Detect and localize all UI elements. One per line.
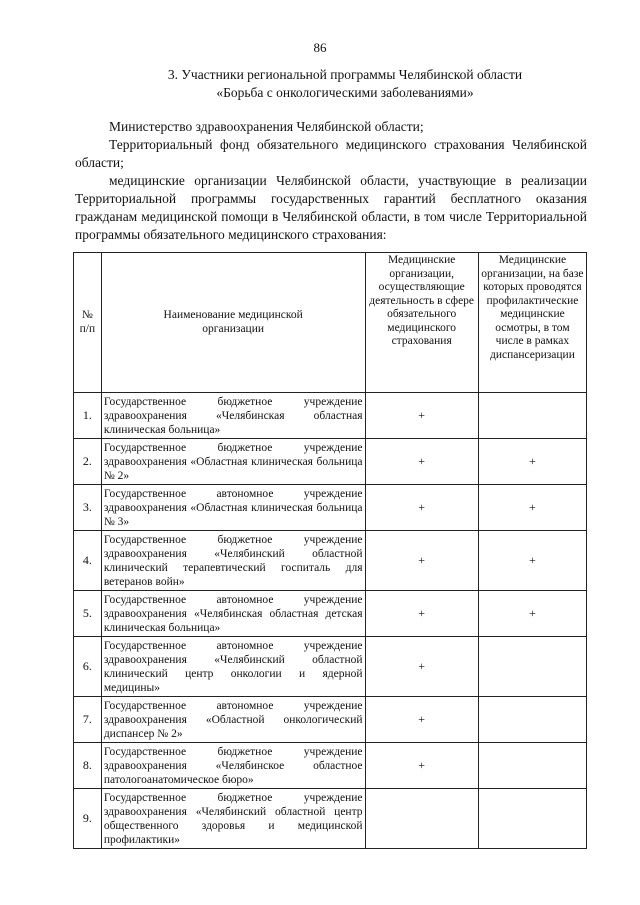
row-prof-mark: + [478, 485, 586, 531]
header-num: № п/п [74, 253, 102, 393]
row-number: 7. [74, 697, 102, 743]
header-oms: Медицинские организации, осуществляющие деятельность в сфере обязательного медицинского страхования [365, 253, 478, 393]
row-org-name: Государственное бюджетное учреждение здравоохранения «Челябинское областное патологоанатомическое бюро» [101, 743, 365, 789]
row-org-name: Государственное бюджетное учреждение здравоохранения «Челябинский областной центр общественного здоровья и медицинской профилактики» [101, 789, 365, 849]
row-number: 2. [74, 439, 102, 485]
paragraph-fund: Территориальный фонд обязательного медицинского страхования Челябинской области; [75, 137, 587, 170]
table-row [74, 439, 587, 485]
row-number: 5. [74, 591, 102, 637]
table-header-row [74, 253, 587, 393]
row-oms-mark: + [365, 697, 478, 743]
table-row [74, 485, 587, 531]
row-prof-mark [478, 697, 586, 743]
section-heading [95, 66, 595, 102]
row-oms-mark: + [365, 591, 478, 637]
section-heading-line-1: 3. Участники региональной программы Челябинской области [167, 67, 523, 82]
paragraph-medical-orgs: медицинские организации Челябинской области, участвующие в реализации Территориальной программы государственных гарантий бесплатного оказания гражданам медицинской помощи в Челябинской области, в том числе Территориальной программы обязательного медицинского страхования: [75, 173, 587, 242]
table-row [74, 531, 587, 591]
row-org-name: Государственное автономное учреждение здравоохранения «Областной онкологический диспансер № 2» [101, 697, 365, 743]
row-number: 4. [74, 531, 102, 591]
header-name: Наименование медицинской организации [101, 253, 365, 393]
table-row [74, 789, 587, 849]
table-row [74, 591, 587, 637]
row-org-name: Государственное бюджетное учреждение здравоохранения «Областная клиническая больница № 2» [101, 439, 365, 485]
row-oms-mark: + [365, 531, 478, 591]
row-org-name: Государственное автономное учреждение здравоохранения «Челябинский областной клинический центр онкологии и ядерной медицины» [101, 637, 365, 697]
row-oms-mark: + [365, 743, 478, 789]
row-oms-mark [365, 789, 478, 849]
row-oms-mark: + [365, 393, 478, 439]
table-row [74, 743, 587, 789]
row-org-name: Государственное автономное учреждение здравоохранения «Областная клиническая больница № 3» [101, 485, 365, 531]
row-number: 8. [74, 743, 102, 789]
row-prof-mark: + [478, 531, 586, 591]
table-row [74, 393, 587, 439]
row-oms-mark: + [365, 439, 478, 485]
row-prof-mark [478, 789, 586, 849]
row-prof-mark: + [478, 591, 586, 637]
row-number: 6. [74, 637, 102, 697]
row-org-name: Государственное бюджетное учреждение здравоохранения «Челябинский областной клинический терапевтический госпиталь для ветеранов войн» [101, 531, 365, 591]
participants-table [73, 252, 587, 849]
row-prof-mark [478, 393, 586, 439]
row-oms-mark: + [365, 637, 478, 697]
page-number: 86 [313, 40, 327, 55]
row-org-name: Государственное автономное учреждение здравоохранения «Челябинская областная детская клиническая больница» [101, 591, 365, 637]
row-oms-mark: + [365, 485, 478, 531]
row-number: 9. [74, 789, 102, 849]
table-row [74, 697, 587, 743]
row-prof-mark [478, 743, 586, 789]
row-prof-mark: + [478, 439, 586, 485]
row-org-name: Государственное бюджетное учреждение здравоохранения «Челябинская областная клиническая больница» [101, 393, 365, 439]
row-prof-mark [478, 637, 586, 697]
table-body [74, 393, 587, 849]
table-row [74, 637, 587, 697]
row-number: 1. [74, 393, 102, 439]
header-prof: Медицинские организации, на базе которых проводятся профилактические медицинские осмотры, в том числе в рамках диспансеризации [478, 253, 586, 393]
section-heading-line-2: «Борьба с онкологическими заболеваниями» [216, 85, 474, 100]
paragraph-ministry: Министерство здравоохранения Челябинской области; [109, 119, 424, 134]
row-number: 3. [74, 485, 102, 531]
